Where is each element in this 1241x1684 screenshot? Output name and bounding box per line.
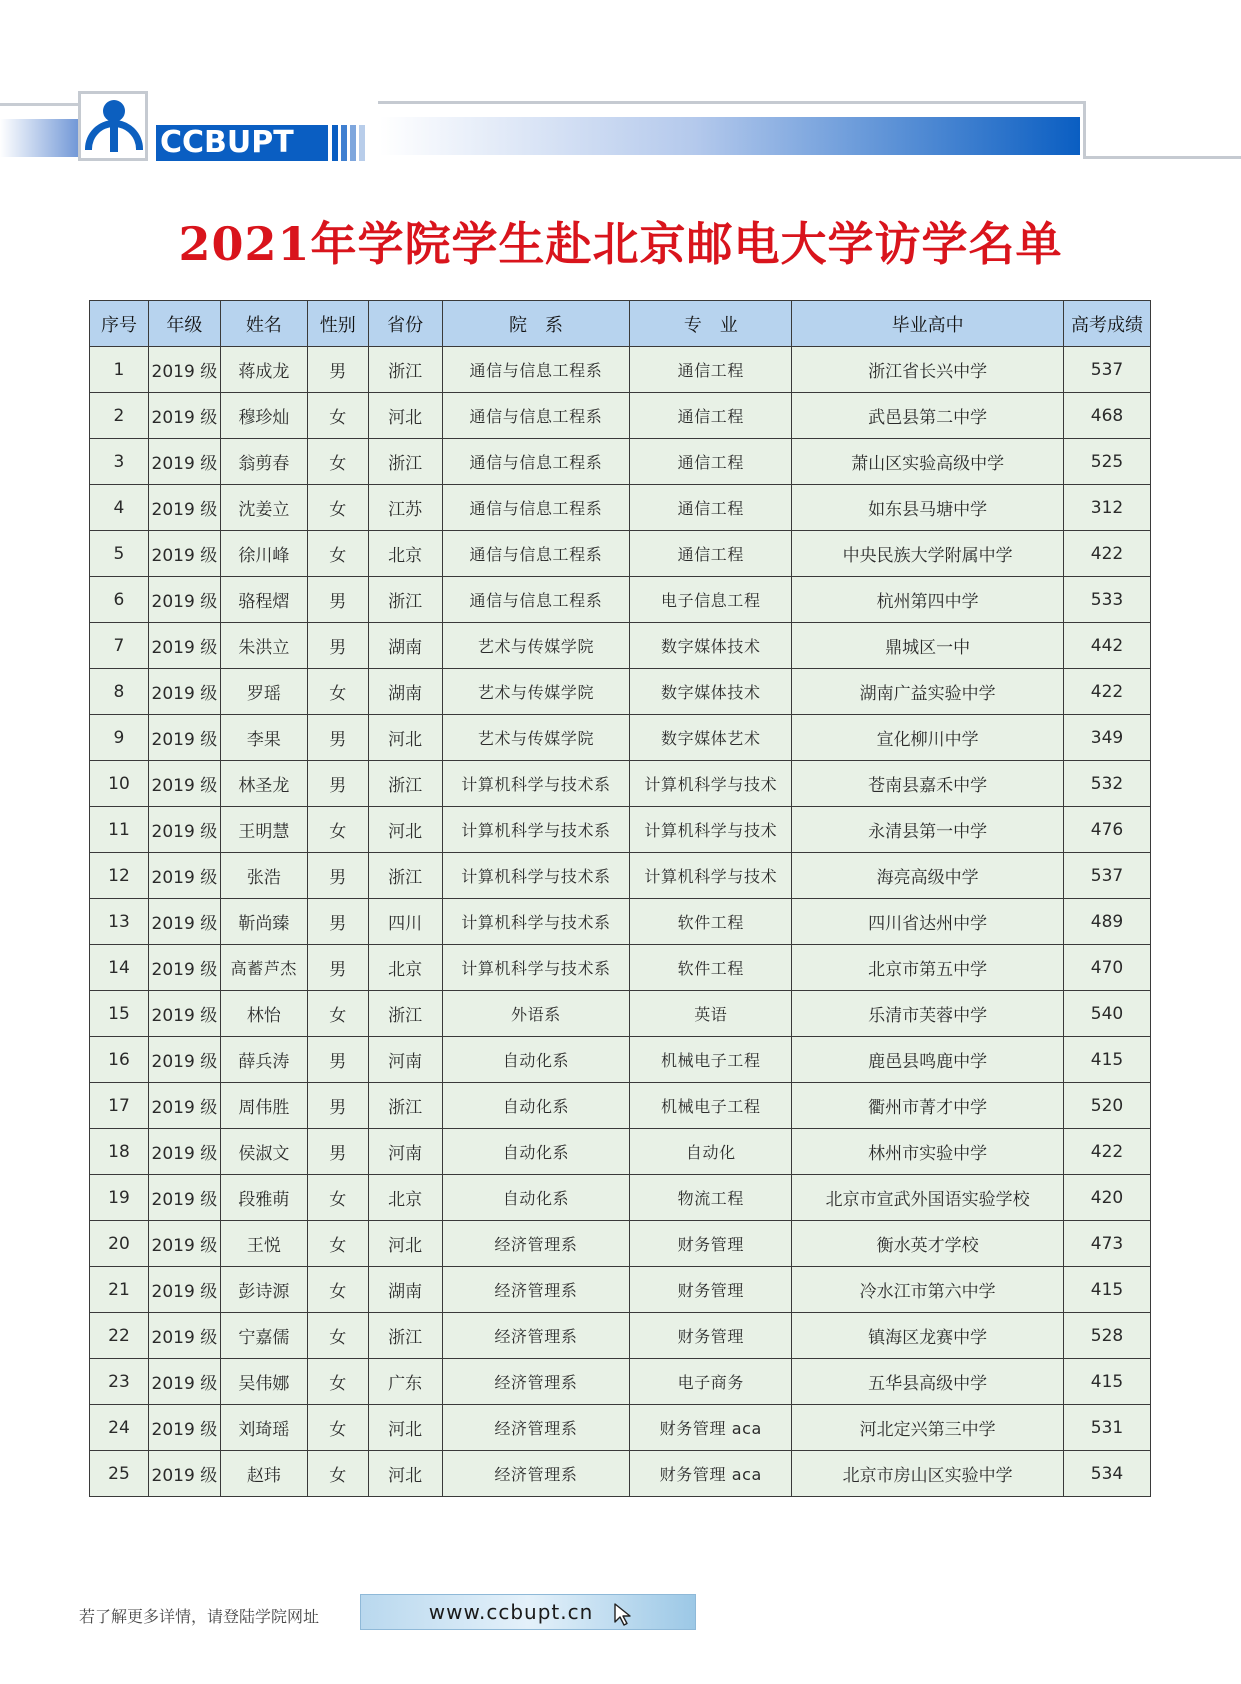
- header-gradient-bar: [380, 117, 1080, 155]
- table-cell: 2019 级: [148, 991, 220, 1037]
- table-cell: 浙江: [368, 1313, 442, 1359]
- table-cell: 经济管理系: [442, 1359, 630, 1405]
- table-row: [90, 531, 1151, 577]
- table-cell: 宣化柳川中学: [792, 715, 1064, 761]
- table-cell: 罗瑶: [220, 669, 307, 715]
- table-cell: 通信工程: [630, 485, 792, 531]
- table-cell: 软件工程: [630, 945, 792, 991]
- table-cell: 计算机科学与技术系: [442, 761, 630, 807]
- table-cell: 朱洪立: [220, 623, 307, 669]
- table-cell: 北京: [368, 531, 442, 577]
- column-header: 年级: [148, 301, 220, 347]
- table-cell: 自动化系: [442, 1083, 630, 1129]
- table-cell: 540: [1063, 991, 1150, 1037]
- table-cell: 浙江: [368, 991, 442, 1037]
- logo-stem-shape: [110, 124, 118, 152]
- table-cell: 14: [90, 945, 149, 991]
- table-cell: 自动化系: [442, 1129, 630, 1175]
- table-cell: 2019 级: [148, 1451, 220, 1497]
- table-cell: 420: [1063, 1175, 1150, 1221]
- table-row: [90, 761, 1151, 807]
- column-header: 高考成绩: [1063, 301, 1150, 347]
- header-rule-left: [0, 103, 80, 106]
- table-row: [90, 1175, 1151, 1221]
- table-cell: 徐川峰: [220, 531, 307, 577]
- header-gradient-left: [0, 119, 80, 157]
- table-cell: 19: [90, 1175, 149, 1221]
- table-cell: 2019 级: [148, 485, 220, 531]
- table-cell: 河北: [368, 715, 442, 761]
- table-cell: 武邑县第二中学: [792, 393, 1064, 439]
- table-cell: 计算机科学与技术系: [442, 807, 630, 853]
- table-cell: 415: [1063, 1359, 1150, 1405]
- footer-url-bar[interactable]: [360, 1594, 696, 1630]
- table-cell: 通信与信息工程系: [442, 577, 630, 623]
- table-cell: 男: [307, 623, 368, 669]
- table-cell: 通信工程: [630, 439, 792, 485]
- table-cell: 男: [307, 715, 368, 761]
- table-cell: 机械电子工程: [630, 1037, 792, 1083]
- table-cell: 531: [1063, 1405, 1150, 1451]
- table-cell: 通信与信息工程系: [442, 347, 630, 393]
- table-cell: 男: [307, 899, 368, 945]
- table-cell: 532: [1063, 761, 1150, 807]
- table-cell: 河北: [368, 1221, 442, 1267]
- table-cell: 机械电子工程: [630, 1083, 792, 1129]
- table-cell: 10: [90, 761, 149, 807]
- table-cell: 吴伟娜: [220, 1359, 307, 1405]
- table-cell: 2019 级: [148, 807, 220, 853]
- table-cell: 自动化系: [442, 1175, 630, 1221]
- table-cell: 乐清市芙蓉中学: [792, 991, 1064, 1037]
- table-cell: 男: [307, 1129, 368, 1175]
- table-cell: 2019 级: [148, 347, 220, 393]
- table-cell: 经济管理系: [442, 1451, 630, 1497]
- table-row: [90, 853, 1151, 899]
- table-body: [90, 347, 1151, 1497]
- logo-head-shape: [103, 100, 125, 122]
- table-cell: 21: [90, 1267, 149, 1313]
- table-cell: 镇海区龙赛中学: [792, 1313, 1064, 1359]
- table-cell: 浙江省长兴中学: [792, 347, 1064, 393]
- table-cell: 3: [90, 439, 149, 485]
- table-cell: 男: [307, 1037, 368, 1083]
- table-cell: 海亮高级中学: [792, 853, 1064, 899]
- table-cell: 女: [307, 1267, 368, 1313]
- table-cell: 计算机科学与技术: [630, 761, 792, 807]
- table-cell: 2019 级: [148, 715, 220, 761]
- table-cell: 计算机科学与技术: [630, 853, 792, 899]
- table-row: [90, 577, 1151, 623]
- table-cell: 财务管理: [630, 1221, 792, 1267]
- table-cell: 2019 级: [148, 853, 220, 899]
- table-cell: 422: [1063, 669, 1150, 715]
- table-cell: 女: [307, 485, 368, 531]
- table-cell: 9: [90, 715, 149, 761]
- header-frame-tail: [1083, 156, 1241, 159]
- table-cell: 中央民族大学附属中学: [792, 531, 1064, 577]
- table-cell: 通信与信息工程系: [442, 531, 630, 577]
- table-cell: 470: [1063, 945, 1150, 991]
- table-cell: 自动化系: [442, 1037, 630, 1083]
- website-link[interactable]: www.ccbupt.cn: [428, 1600, 594, 1624]
- table-cell: 通信工程: [630, 531, 792, 577]
- table-cell: 12: [90, 853, 149, 899]
- table-cell: 数字媒体技术: [630, 623, 792, 669]
- table-cell: 段雅萌: [220, 1175, 307, 1221]
- brand-wordmark: CCBUPT: [156, 125, 328, 161]
- column-header: 专 业: [630, 301, 792, 347]
- table-cell: 476: [1063, 807, 1150, 853]
- table-cell: 河北: [368, 1451, 442, 1497]
- table-cell: 穆珍灿: [220, 393, 307, 439]
- table-cell: 外语系: [442, 991, 630, 1037]
- table-cell: 经济管理系: [442, 1405, 630, 1451]
- table-row: [90, 1313, 1151, 1359]
- table-cell: 2019 级: [148, 531, 220, 577]
- table-cell: 2019 级: [148, 761, 220, 807]
- table-cell: 6: [90, 577, 149, 623]
- table-cell: 河北: [368, 807, 442, 853]
- table-cell: 528: [1063, 1313, 1150, 1359]
- table-cell: 2019 级: [148, 1175, 220, 1221]
- table-cell: 北京市宣武外国语实验学校: [792, 1175, 1064, 1221]
- table-cell: 衡水英才学校: [792, 1221, 1064, 1267]
- table-cell: 468: [1063, 393, 1150, 439]
- table-cell: 2019 级: [148, 393, 220, 439]
- table-cell: 数字媒体艺术: [630, 715, 792, 761]
- table-cell: 女: [307, 393, 368, 439]
- table-row: [90, 1405, 1151, 1451]
- table-cell: 浙江: [368, 439, 442, 485]
- table-cell: 525: [1063, 439, 1150, 485]
- table-cell: 四川: [368, 899, 442, 945]
- table-cell: 415: [1063, 1267, 1150, 1313]
- table-cell: 王明慧: [220, 807, 307, 853]
- brand-stripes: [332, 125, 372, 161]
- table-cell: 高蓄芦杰: [220, 945, 307, 991]
- table-cell: 软件工程: [630, 899, 792, 945]
- table-cell: 萧山区实验高级中学: [792, 439, 1064, 485]
- table-row: [90, 439, 1151, 485]
- table-cell: 周伟胜: [220, 1083, 307, 1129]
- table-row: [90, 945, 1151, 991]
- table-cell: 骆程熠: [220, 577, 307, 623]
- table-cell: 江苏: [368, 485, 442, 531]
- table-cell: 通信工程: [630, 393, 792, 439]
- table-cell: 计算机科学与技术系: [442, 899, 630, 945]
- table-cell: 沈姜立: [220, 485, 307, 531]
- table-cell: 13: [90, 899, 149, 945]
- table-cell: 通信与信息工程系: [442, 393, 630, 439]
- table-cell: 王悦: [220, 1221, 307, 1267]
- table-cell: 浙江: [368, 1083, 442, 1129]
- table-cell: 浙江: [368, 347, 442, 393]
- table-cell: 通信与信息工程系: [442, 439, 630, 485]
- table-cell: 艺术与传媒学院: [442, 623, 630, 669]
- table-cell: 浙江: [368, 577, 442, 623]
- table-cell: 如东县马塘中学: [792, 485, 1064, 531]
- table-cell: 7: [90, 623, 149, 669]
- table-cell: 林州市实验中学: [792, 1129, 1064, 1175]
- table-cell: 电子商务: [630, 1359, 792, 1405]
- table-row: [90, 1129, 1151, 1175]
- table-cell: 女: [307, 439, 368, 485]
- table-cell: 薛兵涛: [220, 1037, 307, 1083]
- table-row: [90, 1221, 1151, 1267]
- table-cell: 湖南: [368, 669, 442, 715]
- table-cell: 艺术与传媒学院: [442, 715, 630, 761]
- table-cell: 通信工程: [630, 347, 792, 393]
- table-cell: 18: [90, 1129, 149, 1175]
- table-cell: 2019 级: [148, 623, 220, 669]
- footer-note: 若了解更多详情，请登陆学院网址: [79, 1607, 320, 1626]
- table-cell: 计算机科学与技术系: [442, 853, 630, 899]
- table-cell: 北京: [368, 945, 442, 991]
- table-cell: 计算机科学与技术: [630, 807, 792, 853]
- table-cell: 415: [1063, 1037, 1150, 1083]
- table-cell: 442: [1063, 623, 1150, 669]
- table-cell: 349: [1063, 715, 1150, 761]
- table-cell: 2019 级: [148, 899, 220, 945]
- table-row: [90, 1267, 1151, 1313]
- table-cell: 20: [90, 1221, 149, 1267]
- table-cell: 五华县高级中学: [792, 1359, 1064, 1405]
- column-header: 毕业高中: [792, 301, 1064, 347]
- table-cell: 张浩: [220, 853, 307, 899]
- table-cell: 男: [307, 945, 368, 991]
- table-cell: 女: [307, 1359, 368, 1405]
- table-cell: 四川省达州中学: [792, 899, 1064, 945]
- table-cell: 侯淑文: [220, 1129, 307, 1175]
- table-cell: 男: [307, 853, 368, 899]
- table-cell: 英语: [630, 991, 792, 1037]
- table-cell: 财务管理 aca: [630, 1405, 792, 1451]
- table-cell: 靳尚臻: [220, 899, 307, 945]
- table-cell: 通信与信息工程系: [442, 485, 630, 531]
- table-cell: 河北: [368, 393, 442, 439]
- table-cell: 彭诗源: [220, 1267, 307, 1313]
- student-roster-table: [89, 300, 1151, 1497]
- table-cell: 河南: [368, 1129, 442, 1175]
- table-row: [90, 991, 1151, 1037]
- table-cell: 2019 级: [148, 1405, 220, 1451]
- table-row: [90, 669, 1151, 715]
- table-cell: 林圣龙: [220, 761, 307, 807]
- table-cell: 自动化: [630, 1129, 792, 1175]
- table-cell: 湖南: [368, 623, 442, 669]
- table-cell: 422: [1063, 1129, 1150, 1175]
- table-cell: 女: [307, 669, 368, 715]
- table-cell: 蒋成龙: [220, 347, 307, 393]
- table-cell: 女: [307, 1175, 368, 1221]
- table-cell: 北京市房山区实验中学: [792, 1451, 1064, 1497]
- logo-emblem-icon: [78, 91, 148, 161]
- table-cell: 北京市第五中学: [792, 945, 1064, 991]
- table-cell: 鹿邑县鸣鹿中学: [792, 1037, 1064, 1083]
- table-cell: 河北定兴第三中学: [792, 1405, 1064, 1451]
- table-cell: 电子信息工程: [630, 577, 792, 623]
- table-cell: 宁嘉儒: [220, 1313, 307, 1359]
- table-row: [90, 1359, 1151, 1405]
- table-row: [90, 899, 1151, 945]
- table-cell: 489: [1063, 899, 1150, 945]
- table-row: [90, 393, 1151, 439]
- table-cell: 财务管理: [630, 1267, 792, 1313]
- header-frame-top: [378, 101, 1086, 104]
- table-cell: 11: [90, 807, 149, 853]
- table-cell: 广东: [368, 1359, 442, 1405]
- table-cell: 浙江: [368, 853, 442, 899]
- table-cell: 男: [307, 761, 368, 807]
- table-cell: 2019 级: [148, 1129, 220, 1175]
- table-cell: 2019 级: [148, 669, 220, 715]
- table-row: [90, 485, 1151, 531]
- table-cell: 浙江: [368, 761, 442, 807]
- table-cell: 2019 级: [148, 1037, 220, 1083]
- table-header-row: [90, 301, 1151, 347]
- table-cell: 计算机科学与技术系: [442, 945, 630, 991]
- table-cell: 534: [1063, 1451, 1150, 1497]
- table-cell: 23: [90, 1359, 149, 1405]
- table-cell: 4: [90, 485, 149, 531]
- table-cell: 16: [90, 1037, 149, 1083]
- table-cell: 25: [90, 1451, 149, 1497]
- table-cell: 422: [1063, 531, 1150, 577]
- table-cell: 经济管理系: [442, 1221, 630, 1267]
- table-cell: 5: [90, 531, 149, 577]
- table-cell: 女: [307, 1451, 368, 1497]
- table-cell: 312: [1063, 485, 1150, 531]
- table-row: [90, 715, 1151, 761]
- cursor-arrow-icon: [613, 1603, 635, 1627]
- page-title: 2021年学院学生赴北京邮电大学访学名单: [178, 217, 1063, 271]
- table-cell: 女: [307, 531, 368, 577]
- table-cell: 2: [90, 393, 149, 439]
- table-cell: 林怡: [220, 991, 307, 1037]
- header-frame-right: [1083, 101, 1086, 159]
- table-cell: 翁剪春: [220, 439, 307, 485]
- table-cell: 男: [307, 1083, 368, 1129]
- table-cell: 北京: [368, 1175, 442, 1221]
- table-cell: 经济管理系: [442, 1267, 630, 1313]
- column-header: 院 系: [442, 301, 630, 347]
- table-cell: 537: [1063, 853, 1150, 899]
- table-cell: 2019 级: [148, 1221, 220, 1267]
- column-header: 省份: [368, 301, 442, 347]
- table-row: [90, 1037, 1151, 1083]
- table-cell: 17: [90, 1083, 149, 1129]
- table-cell: 2019 级: [148, 1267, 220, 1313]
- table-cell: 物流工程: [630, 1175, 792, 1221]
- table-cell: 刘琦瑶: [220, 1405, 307, 1451]
- table-cell: 鼎城区一中: [792, 623, 1064, 669]
- table-cell: 永清县第一中学: [792, 807, 1064, 853]
- table-cell: 2019 级: [148, 1083, 220, 1129]
- table-row: [90, 347, 1151, 393]
- column-header: 姓名: [220, 301, 307, 347]
- table-cell: 2019 级: [148, 945, 220, 991]
- table-cell: 520: [1063, 1083, 1150, 1129]
- table-cell: 533: [1063, 577, 1150, 623]
- table-row: [90, 623, 1151, 669]
- column-header: 性别: [307, 301, 368, 347]
- table-cell: 赵玮: [220, 1451, 307, 1497]
- table-cell: 女: [307, 1313, 368, 1359]
- table-row: [90, 1451, 1151, 1497]
- table-cell: 冷水江市第六中学: [792, 1267, 1064, 1313]
- table-cell: 1: [90, 347, 149, 393]
- table-cell: 2019 级: [148, 1313, 220, 1359]
- table-cell: 2019 级: [148, 1359, 220, 1405]
- column-header: 序号: [90, 301, 149, 347]
- table-cell: 2019 级: [148, 577, 220, 623]
- table-cell: 李果: [220, 715, 307, 761]
- table-cell: 财务管理: [630, 1313, 792, 1359]
- table-cell: 衢州市菁才中学: [792, 1083, 1064, 1129]
- table-cell: 2019 级: [148, 439, 220, 485]
- table-cell: 女: [307, 1405, 368, 1451]
- table-cell: 24: [90, 1405, 149, 1451]
- table-cell: 537: [1063, 347, 1150, 393]
- table-cell: 男: [307, 577, 368, 623]
- table-cell: 22: [90, 1313, 149, 1359]
- table-cell: 女: [307, 991, 368, 1037]
- table-row: [90, 807, 1151, 853]
- table-cell: 女: [307, 1221, 368, 1267]
- table-cell: 数字媒体技术: [630, 669, 792, 715]
- table-cell: 女: [307, 807, 368, 853]
- table-cell: 8: [90, 669, 149, 715]
- table-cell: 杭州第四中学: [792, 577, 1064, 623]
- table-row: [90, 1083, 1151, 1129]
- table-cell: 15: [90, 991, 149, 1037]
- table-cell: 财务管理 aca: [630, 1451, 792, 1497]
- table-cell: 473: [1063, 1221, 1150, 1267]
- table-cell: 艺术与传媒学院: [442, 669, 630, 715]
- table-cell: 河北: [368, 1405, 442, 1451]
- table-cell: 河南: [368, 1037, 442, 1083]
- table-cell: 苍南县嘉禾中学: [792, 761, 1064, 807]
- table-cell: 经济管理系: [442, 1313, 630, 1359]
- table-cell: 男: [307, 347, 368, 393]
- table-cell: 湖南广益实验中学: [792, 669, 1064, 715]
- table-cell: 湖南: [368, 1267, 442, 1313]
